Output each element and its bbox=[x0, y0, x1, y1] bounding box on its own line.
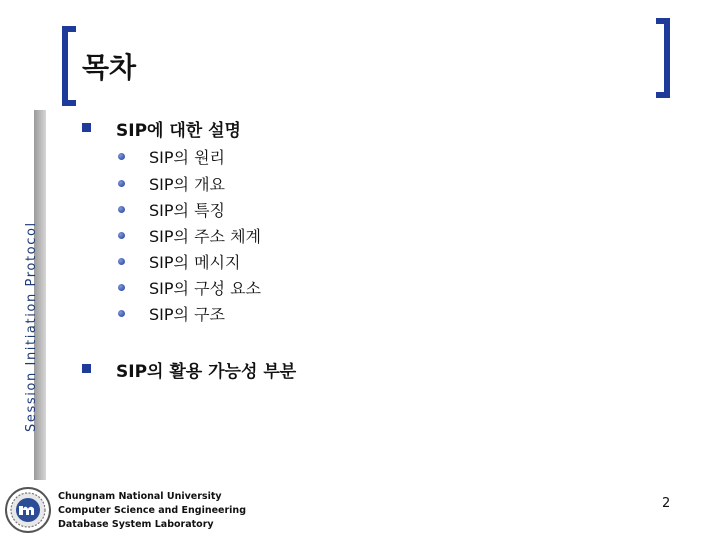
university-seal-icon bbox=[4, 486, 52, 534]
footer-line: Computer Science and Engineering bbox=[58, 505, 247, 516]
sub-item: SIP의 구조 bbox=[149, 305, 225, 324]
side-title: Session Initiation Protocol bbox=[24, 221, 39, 432]
sub-item: SIP의 특징 bbox=[149, 201, 225, 220]
round-bullet-icon bbox=[118, 153, 125, 160]
title-bracket-right bbox=[656, 18, 670, 98]
slide-title: 목차 bbox=[82, 51, 137, 84]
square-bullet-icon bbox=[82, 364, 91, 373]
title-bracket-left bbox=[62, 26, 76, 106]
sub-item: SIP의 메시지 bbox=[149, 253, 241, 272]
sub-item: SIP의 주소 체계 bbox=[149, 227, 261, 246]
round-bullet-icon bbox=[118, 310, 125, 317]
round-bullet-icon bbox=[118, 284, 125, 291]
round-bullet-icon bbox=[118, 180, 125, 187]
section-heading-1: SIP에 대한 설명 bbox=[116, 121, 241, 141]
sub-item: SIP의 원리 bbox=[149, 148, 225, 167]
square-bullet-icon bbox=[82, 123, 91, 132]
section-heading-2: SIP의 활용 가능성 부분 bbox=[116, 362, 297, 382]
page-number: 2 bbox=[662, 496, 671, 511]
sub-item: SIP의 구성 요소 bbox=[149, 279, 261, 298]
footer-line: Chungnam National University bbox=[58, 491, 222, 502]
round-bullet-icon bbox=[118, 206, 125, 213]
footer-affiliation bbox=[58, 490, 246, 532]
round-bullet-icon bbox=[118, 232, 125, 239]
footer-line: Database System Laboratory bbox=[58, 519, 214, 530]
round-bullet-icon bbox=[118, 258, 125, 265]
sub-item: SIP의 개요 bbox=[149, 175, 225, 194]
